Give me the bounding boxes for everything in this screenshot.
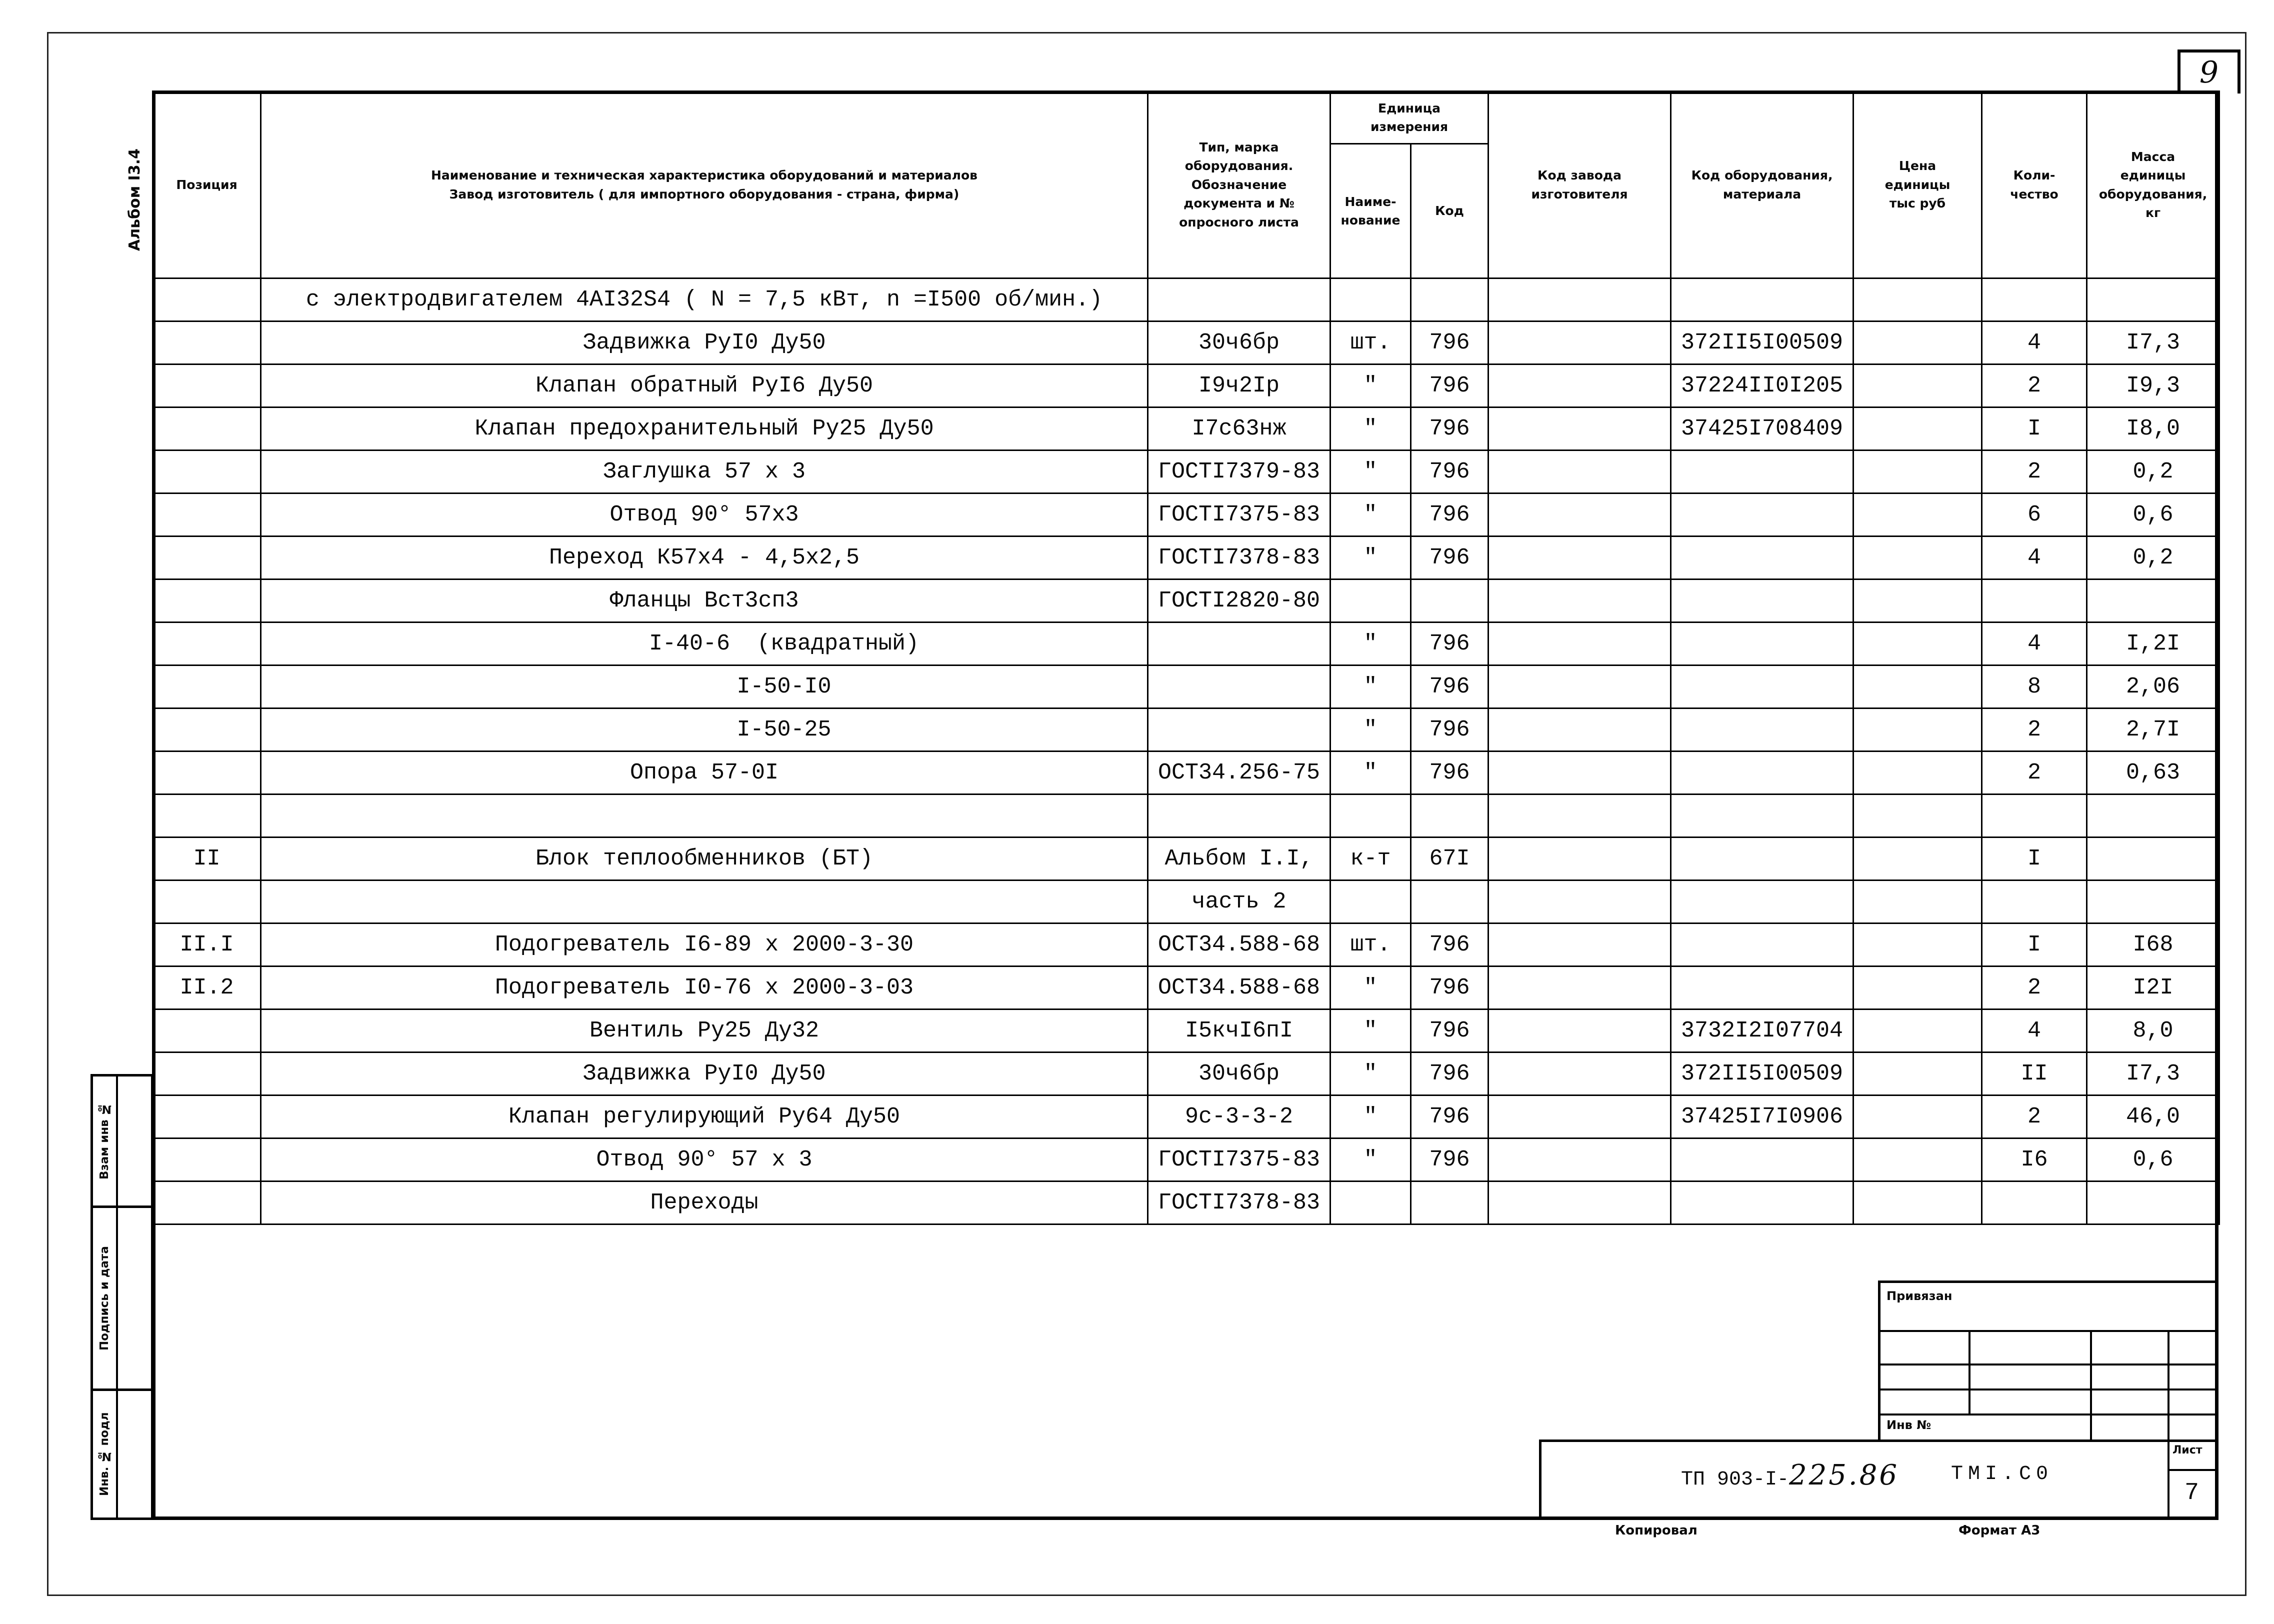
unit-name-cell: " [1330,1096,1411,1138]
type-cell: ГОСТI2820-80 [1148,580,1330,622]
name-cell: Подогреватель I6-89 х 2000-3-30 [261,924,1148,966]
item-code-cell [1671,450,1854,494]
item-code-cell [1671,1182,1854,1224]
table-row [153,924,2220,966]
table-row [153,752,2220,794]
qty-cell: 8 [1982,666,2087,708]
price-cell [1854,322,1982,364]
item-code-cell: 3732I2I07704 [1671,1010,1854,1052]
name-cell: Фланцы Вст3сп3 [261,580,1148,622]
qty-cell [1982,580,2087,622]
qty-cell: 2 [1982,966,2087,1010]
price-cell [1854,622,1982,666]
header-unit-name: Наиме- нование [1330,144,1411,278]
grid-line [1968,1330,1970,1414]
unit-code-cell [1411,794,1488,838]
name-cell: Задвижка РуI0 Ду50 [261,1052,1148,1096]
table-row [153,794,2220,838]
type-cell [1148,666,1330,708]
name-cell: с электродвигателем 4АI32S4 ( N = 7,5 кВт, n =I500 об/мин.) [261,278,1148,322]
header-unit-code: Код [1411,144,1488,278]
header-plant-code: Код завода изготовителя [1488,92,1671,278]
type-cell: ГОСТI7375-83 [1148,494,1330,536]
position-cell [153,622,261,666]
type-cell: ГОСТI7378-83 [1148,1182,1330,1224]
position-cell [153,1096,261,1138]
name-cell: I-40-6 (квадратный) [261,622,1148,666]
qty-cell: 2 [1982,450,2087,494]
plant-code-cell [1488,708,1671,752]
price-cell [1854,494,1982,536]
mass-cell: 8,0 [2087,1010,2220,1052]
price-cell [1854,364,1982,408]
unit-name-cell: " [1330,408,1411,450]
document-code-typed: ТП 903-I- [1681,1468,1790,1491]
qty-cell [1982,794,2087,838]
specification-table [152,90,2220,1225]
plant-code-cell [1488,838,1671,880]
price-cell [1854,1052,1982,1096]
mass-cell: I68 [2087,924,2220,966]
position-cell [153,408,261,450]
price-cell [1854,1138,1982,1182]
plant-code-cell [1488,666,1671,708]
mass-cell [2087,278,2220,322]
grid-line [1880,1414,2216,1416]
qty-cell [1982,278,2087,322]
item-code-cell [1671,494,1854,536]
header-row [153,92,2220,144]
header-unit-group: Единица измерения [1330,92,1488,144]
header-mass: Масса единицы оборудования, кг [2087,92,2220,278]
unit-code-cell: 796 [1411,666,1488,708]
document-code-handwritten: 225.86 [1789,1459,1899,1492]
plant-code-cell [1488,880,1671,924]
plant-code-cell [1488,752,1671,794]
item-code-cell: 37425I7I0906 [1671,1096,1854,1138]
grid-line [1880,1364,2216,1366]
title-stamp [1539,1440,2218,1520]
sign-date-box [90,1206,154,1391]
unit-name-cell: " [1330,1010,1411,1052]
inv-orig-label: Инв. № подл [98,1412,111,1496]
table-row [153,450,2220,494]
grid-line [1880,1330,2216,1332]
name-cell: Переход К57х4 - 4,5х2,5 [261,536,1148,580]
item-code-cell: 37425I708409 [1671,408,1854,450]
name-cell: Отвод 90° 57 х 3 [261,1138,1148,1182]
replace-inv-label: Взам инв № [98,1102,111,1180]
document-mark: ТМI.С0 [1951,1463,2054,1486]
unit-name-cell: " [1330,708,1411,752]
position-cell: II.I [153,924,261,966]
plant-code-cell [1488,1052,1671,1096]
name-cell [261,794,1148,838]
type-cell: ОСТ34.256-75 [1148,752,1330,794]
position-cell [153,1052,261,1096]
unit-name-cell: " [1330,494,1411,536]
unit-name-cell: " [1330,966,1411,1010]
qty-cell: I [1982,838,2087,880]
grid-line [116,1208,118,1388]
unit-name-cell: шт. [1330,322,1411,364]
copied-by-label: Копировал [1615,1523,1698,1538]
qty-cell: 2 [1982,752,2087,794]
replace-inv-box [90,1074,154,1208]
table-row [153,278,2220,322]
name-cell: Переходы [261,1182,1148,1224]
type-cell: 30ч6бр [1148,322,1330,364]
unit-code-cell [1411,580,1488,622]
item-code-cell [1671,666,1854,708]
plant-code-cell [1488,278,1671,322]
mass-cell [2087,580,2220,622]
item-code-cell [1671,1138,1854,1182]
table-row [153,708,2220,752]
qty-cell: 4 [1982,1010,2087,1052]
type-cell [1148,708,1330,752]
name-cell: Блок теплообменников (БТ) [261,838,1148,880]
unit-code-cell: 796 [1411,408,1488,450]
unit-code-cell: 796 [1411,1052,1488,1096]
name-cell: I-50-25 [261,708,1148,752]
unit-name-cell: к-т [1330,838,1411,880]
position-cell [153,752,261,794]
unit-name-cell: " [1330,364,1411,408]
inv-orig-box [90,1388,154,1520]
mass-cell: 0,2 [2087,536,2220,580]
plant-code-cell [1488,1182,1671,1224]
mass-cell: 0,6 [2087,494,2220,536]
corner-page-number: 9 [2178,50,2240,94]
unit-code-cell: 796 [1411,966,1488,1010]
position-cell: II.2 [153,966,261,1010]
item-code-cell [1671,752,1854,794]
name-cell: I-50-I0 [261,666,1148,708]
position-cell [153,536,261,580]
plant-code-cell [1488,494,1671,536]
side-stamp [90,1074,154,1520]
unit-code-cell: 796 [1411,450,1488,494]
table-row [153,966,2220,1010]
mass-cell: 2,7I [2087,708,2220,752]
plant-code-cell [1488,536,1671,580]
price-cell [1854,580,1982,622]
plant-code-cell [1488,622,1671,666]
unit-code-cell: 796 [1411,708,1488,752]
header-price: Цена единицы тыс руб [1854,92,1982,278]
position-cell [153,794,261,838]
type-cell [1148,622,1330,666]
unit-name-cell: " [1330,1052,1411,1096]
position-cell [153,880,261,924]
mass-cell: 0,2 [2087,450,2220,494]
price-cell [1854,408,1982,450]
mass-cell: I9,3 [2087,364,2220,408]
mass-cell: I7,3 [2087,1052,2220,1096]
type-cell: часть 2 [1148,880,1330,924]
unit-name-cell: шт. [1330,924,1411,966]
item-code-cell [1671,580,1854,622]
price-cell [1854,1182,1982,1224]
unit-code-cell: 796 [1411,752,1488,794]
item-code-cell: 372II5I00509 [1671,1052,1854,1096]
name-cell: Клапан обратный РуI6 Ду50 [261,364,1148,408]
mass-cell: I8,0 [2087,408,2220,450]
table-row [153,666,2220,708]
bound-label: Привязан [1886,1289,1952,1303]
qty-cell: I [1982,408,2087,450]
mass-cell: I,2I [2087,622,2220,666]
price-cell [1854,666,1982,708]
unit-code-cell: 67I [1411,838,1488,880]
qty-cell: 6 [1982,494,2087,536]
unit-code-cell: 796 [1411,364,1488,408]
position-cell [153,278,261,322]
unit-code-cell [1411,278,1488,322]
position-cell [153,364,261,408]
item-code-cell: 372II5I00509 [1671,322,1854,364]
unit-code-cell: 796 [1411,494,1488,536]
item-code-cell: 37224II0I205 [1671,364,1854,408]
name-cell: Отвод 90° 57х3 [261,494,1148,536]
position-cell [153,1182,261,1224]
price-cell [1854,924,1982,966]
position-cell [153,1138,261,1182]
price-cell [1854,708,1982,752]
price-cell [1854,1096,1982,1138]
binding-block [1878,1280,2218,1442]
type-cell: Альбом I.I, [1148,838,1330,880]
table-row [153,1052,2220,1096]
item-code-cell [1671,536,1854,580]
plant-code-cell [1488,1138,1671,1182]
item-code-cell [1671,708,1854,752]
header-position: Позиция [153,92,261,278]
table-row [153,1138,2220,1182]
price-cell [1854,450,1982,494]
unit-name-cell [1330,278,1411,322]
plant-code-cell [1488,408,1671,450]
item-code-cell [1671,966,1854,1010]
mass-cell: 2,06 [2087,666,2220,708]
qty-cell: 2 [1982,708,2087,752]
plant-code-cell [1488,322,1671,364]
qty-cell: I [1982,924,2087,966]
table-row [153,408,2220,450]
table-row [153,322,2220,364]
mass-cell [2087,838,2220,880]
table-row [153,1182,2220,1224]
unit-name-cell: " [1330,1138,1411,1182]
table-header [153,92,2220,278]
unit-code-cell [1411,1182,1488,1224]
position-cell [153,580,261,622]
album-label: Альбом I3.4 [126,148,144,252]
plant-code-cell [1488,1010,1671,1052]
unit-code-cell: 796 [1411,1138,1488,1182]
unit-name-cell [1330,794,1411,838]
qty-cell: 4 [1982,622,2087,666]
item-code-cell [1671,838,1854,880]
table-row [153,364,2220,408]
table-row [153,1010,2220,1052]
type-cell: I7с63нж [1148,408,1330,450]
name-cell: Заглушка 57 х 3 [261,450,1148,494]
mass-cell: 0,6 [2087,1138,2220,1182]
type-cell: 30ч6бр [1148,1052,1330,1096]
price-cell [1854,838,1982,880]
price-cell [1854,880,1982,924]
plant-code-cell [1488,794,1671,838]
type-cell [1148,278,1330,322]
plant-code-cell [1488,1096,1671,1138]
name-cell [261,880,1148,924]
table-row [153,622,2220,666]
grid-line [2090,1330,2092,1440]
type-cell: ОСТ34.588-68 [1148,966,1330,1010]
position-cell [153,450,261,494]
unit-code-cell: 796 [1411,1010,1488,1052]
name-cell: Опора 57-0I [261,752,1148,794]
qty-cell: II [1982,1052,2087,1096]
plant-code-cell [1488,924,1671,966]
inv-label: Инв № [1886,1418,1932,1432]
item-code-cell [1671,880,1854,924]
position-cell [153,494,261,536]
type-cell: 9с-3-3-2 [1148,1096,1330,1138]
position-cell [153,1010,261,1052]
unit-name-cell: " [1330,622,1411,666]
name-cell: Вентиль Ру25 Ду32 [261,1010,1148,1052]
grid-line [116,1391,118,1518]
type-cell [1148,794,1330,838]
table-row [153,1096,2220,1138]
table-row [153,580,2220,622]
qty-cell: I6 [1982,1138,2087,1182]
plant-code-cell [1488,580,1671,622]
unit-code-cell: 796 [1411,622,1488,666]
unit-name-cell [1330,880,1411,924]
position-cell [153,322,261,364]
grid-line [2168,1330,2170,1440]
header-name: Наименование и техническая характеристика оборудований и материалов Завод изготовитель ( для импортного оборудования - страна, фирма) [261,92,1148,278]
name-cell: Клапан предохранительный Ру25 Ду50 [261,408,1148,450]
format-label: Формат А3 [1958,1523,2040,1538]
type-cell: I9ч2Iр [1148,364,1330,408]
price-cell [1854,752,1982,794]
unit-code-cell [1411,880,1488,924]
type-cell: ГОСТI7375-83 [1148,1138,1330,1182]
type-cell: ГОСТI7378-83 [1148,536,1330,580]
header-type: Тип, марка оборудования. Обозначение документа и № опросного листа [1148,92,1330,278]
plant-code-cell [1488,450,1671,494]
unit-name-cell [1330,1182,1411,1224]
grid-line [116,1076,118,1206]
mass-cell [2087,1182,2220,1224]
mass-cell [2087,794,2220,838]
position-cell [153,708,261,752]
unit-code-cell: 796 [1411,924,1488,966]
qty-cell: 2 [1982,364,2087,408]
table-row [153,494,2220,536]
sign-date-label: Подпись и дата [98,1246,111,1350]
price-cell [1854,794,1982,838]
table-row [153,880,2220,924]
position-cell [153,666,261,708]
mass-cell: 0,63 [2087,752,2220,794]
mass-cell: 46,0 [2087,1096,2220,1138]
unit-code-cell: 796 [1411,1096,1488,1138]
item-code-cell [1671,794,1854,838]
item-code-cell [1671,278,1854,322]
table-row [153,536,2220,580]
document-code [1681,1459,1899,1492]
price-cell [1854,278,1982,322]
qty-cell: 2 [1982,1096,2087,1138]
price-cell [1854,1010,1982,1052]
name-cell: Клапан регулирующий Ру64 Ду50 [261,1096,1148,1138]
unit-code-cell: 796 [1411,536,1488,580]
name-cell: Подогреватель I0-76 х 2000-3-03 [261,966,1148,1010]
unit-name-cell: " [1330,752,1411,794]
name-cell: Задвижка РуI0 Ду50 [261,322,1148,364]
mass-cell [2087,880,2220,924]
header-qty: Коли- чество [1982,92,2087,278]
table-row [153,838,2220,880]
unit-name-cell [1330,580,1411,622]
mass-cell: I7,3 [2087,322,2220,364]
header-item-code: Код оборудования, материала [1671,92,1854,278]
unit-code-cell: 796 [1411,322,1488,364]
type-cell: ОСТ34.588-68 [1148,924,1330,966]
unit-name-cell: " [1330,536,1411,580]
qty-cell [1982,880,2087,924]
sheet-number: 7 [2184,1480,2199,1506]
qty-cell: 4 [1982,536,2087,580]
item-code-cell [1671,622,1854,666]
position-cell: II [153,838,261,880]
sheet-label: Лист [2172,1444,2202,1456]
qty-cell: 4 [1982,322,2087,364]
plant-code-cell [1488,966,1671,1010]
item-code-cell [1671,924,1854,966]
plant-code-cell [1488,364,1671,408]
qty-cell [1982,1182,2087,1224]
price-cell [1854,536,1982,580]
unit-name-cell: " [1330,666,1411,708]
table-body [153,278,2220,1224]
type-cell: ГОСТI7379-83 [1148,450,1330,494]
price-cell [1854,966,1982,1010]
type-cell: I5кчI6пI [1148,1010,1330,1052]
unit-name-cell: " [1330,450,1411,494]
grid-line [1880,1388,2216,1390]
mass-cell: I2I [2087,966,2220,1010]
